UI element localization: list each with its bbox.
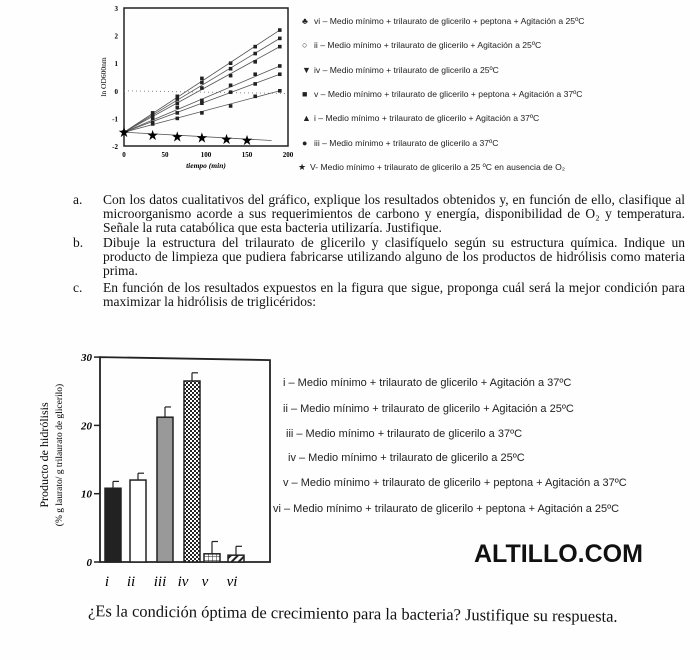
x-tick-label: iii (153, 574, 167, 590)
legend-label: vi – Medio mínimo + trilaurato de glicerilo + peptona + Agitación a 25ºC (314, 16, 585, 26)
data-point-iv (176, 101, 180, 105)
legend-marker-icon: ★ (298, 161, 307, 172)
y-tick-label: 3 (114, 5, 118, 13)
legend-label: iii – Medio mínimo + trilaurato de glicerilo a 37ºC (314, 137, 499, 148)
legend-marker-icon: ● (302, 137, 308, 148)
data-point-star: ★ (171, 130, 184, 146)
legend-item (298, 162, 565, 173)
data-point-star: ★ (195, 131, 209, 147)
x-axis-label: tiempo (min) (186, 161, 226, 170)
x-tick-label: 50 (161, 151, 169, 159)
x-tick-label: vi (226, 574, 238, 590)
data-point-iii (253, 95, 257, 99)
bar-legend-item: i – Medio mínimo + trilaurato de glicerilo + Agitación a 37ºC (283, 377, 572, 389)
bar-v (204, 554, 220, 562)
data-point-v (278, 64, 282, 68)
legend-label: v – Medio mínimo + trilaurato de glicerilo + peptona + Agitación a 37ºC (314, 88, 583, 99)
legend-item (302, 65, 499, 75)
data-point-iii (200, 111, 204, 115)
x-tick-label: 0 (122, 151, 126, 159)
data-point-v (253, 72, 257, 76)
bar-legend-item: iii – Medio mínimo + trilaurato de glicerilo a 37ºC (286, 428, 523, 440)
data-point-star: ★ (240, 133, 254, 149)
bar-iii (157, 417, 173, 562)
data-point-ii (229, 67, 233, 71)
data-point-iii (278, 89, 282, 93)
question-label: c. (73, 280, 83, 295)
bar-ii (130, 480, 146, 562)
final-question: ¿Es la condición óptima de crecimiento para la bacteria? Justifique su respuesta. (87, 601, 618, 626)
x-tick-label: i (104, 574, 110, 590)
y-tick-label: 0 (86, 557, 92, 569)
data-point-i (200, 101, 204, 105)
data-point-iv (278, 45, 282, 49)
question-label: b. (73, 235, 84, 250)
data-point-iii (151, 122, 155, 126)
data-point-iii (229, 104, 233, 108)
legend-label: i – Medio mínimo + trilaurato de glicerilo + Agitación a 37ºC (314, 113, 540, 124)
y-tick-label: 10 (81, 488, 92, 501)
legend-marker-icon: ▼ (302, 64, 311, 75)
x-tick-label: 100 (200, 151, 212, 159)
question-c (73, 280, 685, 309)
data-point-ii (176, 97, 180, 101)
y-tick-label: 0 (114, 87, 118, 96)
question-b (73, 235, 685, 278)
bar-legend-item: vi – Medio mínimo + trilaurato de glicerilo + peptona + Agitación a 25ºC (273, 503, 620, 515)
y-tick-label: -1 (112, 115, 118, 124)
legend-marker-icon: ○ (302, 40, 308, 51)
data-point-ii (253, 52, 257, 56)
question-label: a. (73, 192, 83, 207)
data-point-vi (200, 77, 204, 81)
y-tick-label: 1 (114, 60, 118, 69)
x-tick-label: ii (126, 574, 136, 590)
bar-i (105, 488, 121, 562)
y-axis-label-units: (% g laurato/ g trilaurato de glicerilo) (55, 383, 65, 527)
y-axis-label: Producto de hidrólisis (37, 402, 51, 508)
x-tick-label: 200 (282, 151, 294, 159)
legend-label: ii – Medio mínimo + trilaurato de glicerilo + Agitación a 25ºC (314, 40, 542, 51)
x-tick-label: 150 (241, 151, 253, 159)
bar-legend-item: v – Medio mínimo + trilaurato de glicerilo + peptona + Agitación a 37ºC (283, 477, 627, 489)
x-tick-label: iv (177, 574, 189, 590)
legend-marker-icon: ♣ (302, 16, 308, 26)
legend-item (302, 16, 584, 26)
legend-item (302, 138, 498, 148)
legend-marker-icon: ■ (302, 88, 308, 99)
data-point-star: ★ (146, 128, 159, 144)
data-point-i (229, 90, 233, 94)
data-point-star: ★ (220, 133, 233, 149)
data-point-i (253, 82, 257, 86)
zero-gridline (124, 91, 288, 94)
data-point-v (151, 117, 155, 121)
data-point-star: ★ (117, 126, 131, 142)
data-point-v (176, 106, 180, 110)
data-point-iv (229, 74, 233, 78)
bar-iv (184, 381, 200, 562)
hydrolysis-bar-chart (37, 352, 270, 590)
data-point-v (229, 83, 233, 87)
data-point-i (176, 111, 180, 115)
legend-label: iv – Medio mínimo + trilaurato de glicerilo a 25ºC (314, 64, 499, 75)
y-tick-label: 30 (81, 352, 92, 365)
data-point-vi (253, 45, 257, 49)
watermark: ALTILLO.COM (474, 540, 643, 568)
data-point-vi (278, 28, 282, 32)
question-text: En función de los resultados expuestos en la figura que sigue, proponga cuál será la mejor condición para maximizar la hidrólisis de triglicéridos: (103, 280, 685, 309)
question-a (73, 192, 685, 235)
legend-item (302, 40, 541, 50)
data-point-iv (200, 86, 204, 90)
bar-vi (228, 555, 244, 562)
data-point-ii (200, 81, 204, 85)
x-tick-label: v (201, 574, 209, 590)
growth-chart (99, 5, 294, 170)
data-point-i (278, 72, 282, 76)
bar-legend-item: iv – Medio mínimo + trilaurato de glicerilo a 25ºC (288, 452, 525, 464)
y-tick-label: 2 (114, 32, 118, 41)
data-point-vi (229, 61, 233, 65)
y-tick-label: -2 (112, 143, 118, 151)
legend-item (302, 89, 583, 99)
legend-label: V- Medio mínimo + trilaurato de glicerilo a 25 ºC en ausencia de O₂ (310, 161, 566, 172)
y-tick-label: 20 (81, 420, 92, 433)
bar-legend-item: ii – Medio mínimo + trilaurato de glicerilo + Agitación a 25ºC (283, 403, 574, 415)
data-point-iv (253, 60, 257, 64)
y-axis-label: ln OD600nm (99, 57, 108, 97)
data-point-iii (176, 117, 180, 121)
question-text: Dibuje la estructura del trilaurato de glicerilo y clasifíquelo según su estructura química. Indique un producto de limpieza que pudiera fabricarse utilizando alguno de los productos de hidrólisis como materia prima. (103, 235, 685, 278)
question-text: Con los datos cualitativos del gráfico, explique los resultados obtenidos y, en función de ello, clasifique al microorganismo acorde a sus requerimientos de carbono y energía, disponibilidad de O₂ y temperatura. Señale la ruta catabólica que esta bacteria utilizaría. Justifique. (103, 192, 685, 235)
legend-item (302, 113, 539, 123)
data-point-ii (278, 37, 282, 41)
legend-marker-icon: ▲ (302, 113, 311, 124)
